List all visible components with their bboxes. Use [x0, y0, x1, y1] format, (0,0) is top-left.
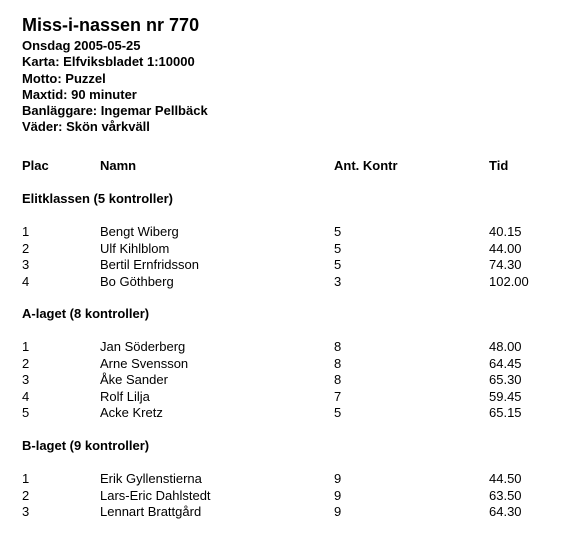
- cell-namn: Lars-Eric Dahlstedt: [100, 487, 211, 503]
- cell-namn: Arne Svensson: [100, 355, 189, 371]
- table-row: [0, 504, 562, 520]
- cell-plac: 1: [22, 339, 30, 354]
- cell-tid: 63.50: [489, 487, 522, 503]
- column-header-namn: Namn: [100, 158, 137, 173]
- table-row: [0, 405, 562, 421]
- cell-namn: Jan Söderberg: [100, 339, 186, 354]
- cell-tid: 65.30: [489, 372, 522, 387]
- cell-tid: 44.00: [489, 240, 522, 256]
- event-motto: Motto: Puzzel: [22, 70, 106, 86]
- cell-kontr: 5: [334, 257, 342, 272]
- cell-plac: 5: [22, 405, 30, 420]
- cell-plac: 1: [22, 471, 30, 486]
- table-row: [0, 274, 562, 290]
- table-row: [0, 224, 562, 240]
- cell-tid: 40.15: [489, 224, 522, 239]
- cell-kontr: 5: [334, 240, 342, 256]
- event-details: [22, 38, 208, 136]
- cell-tid: 48.00: [489, 339, 522, 354]
- cell-kontr: 8: [334, 339, 342, 354]
- cell-tid: 59.45: [489, 388, 522, 404]
- table-row: [0, 257, 562, 273]
- cell-tid: 102.00: [489, 273, 529, 289]
- cell-tid: 64.45: [489, 355, 522, 371]
- cell-plac: 1: [22, 224, 30, 239]
- table-row: [0, 356, 562, 372]
- cell-namn: Åke Sander: [100, 372, 168, 387]
- event-max-time: Maxtid: 90 minuter: [22, 86, 137, 102]
- cell-namn: Erik Gyllenstierna: [100, 471, 202, 486]
- cell-namn: Bertil Ernfridsson: [100, 257, 199, 272]
- cell-plac: 2: [22, 240, 30, 256]
- table-row: [0, 241, 562, 257]
- cell-namn: Acke Kretz: [100, 405, 163, 420]
- cell-kontr: 9: [334, 471, 342, 486]
- cell-plac: 3: [22, 257, 30, 272]
- table-row: [0, 471, 562, 487]
- cell-kontr: 5: [334, 224, 342, 239]
- cell-kontr: 8: [334, 372, 342, 387]
- cell-plac: 3: [22, 372, 30, 387]
- cell-kontr: 3: [334, 273, 342, 289]
- column-header-plac: Plac: [22, 158, 49, 173]
- cell-tid: 74.30: [489, 257, 522, 272]
- cell-namn: Lennart Brattgård: [100, 504, 202, 519]
- table-row: [0, 488, 562, 504]
- cell-plac: 2: [22, 487, 30, 503]
- cell-kontr: 5: [334, 405, 342, 420]
- table-header: [0, 158, 562, 174]
- cell-plac: 4: [22, 273, 30, 289]
- event-course-setter: Banläggare: Ingemar Pellbäck: [22, 103, 208, 119]
- page-title: Miss-i-nassen nr 770: [22, 15, 200, 35]
- cell-plac: 3: [22, 504, 30, 519]
- event-weather: Väder: Skön vårkväll: [22, 119, 150, 135]
- class-title: Elitklassen (5 kontroller): [22, 191, 173, 206]
- cell-namn: Rolf Lilja: [100, 388, 150, 404]
- cell-tid: 65.15: [489, 405, 522, 420]
- cell-tid: 64.30: [489, 504, 522, 519]
- cell-kontr: 9: [334, 487, 342, 503]
- table-row: [0, 339, 562, 355]
- column-header-tid: Tid: [489, 158, 509, 173]
- cell-plac: 4: [22, 388, 30, 404]
- class-title: A-laget (8 kontroller): [22, 306, 150, 321]
- cell-kontr: 8: [334, 355, 342, 371]
- column-header-kontr: Ant. Kontr: [334, 158, 398, 173]
- table-row: [0, 372, 562, 388]
- cell-kontr: 7: [334, 388, 342, 404]
- cell-namn: Ulf Kihlblom: [100, 240, 170, 256]
- cell-plac: 2: [22, 355, 30, 371]
- class-title: B-laget (9 kontroller): [22, 438, 150, 453]
- cell-tid: 44.50: [489, 471, 522, 486]
- event-date: Onsdag 2005-05-25: [22, 38, 141, 53]
- cell-namn: Bo Göthberg: [100, 273, 174, 289]
- table-row: [0, 389, 562, 405]
- cell-namn: Bengt Wiberg: [100, 224, 179, 239]
- event-map: Karta: Elfviksbladet 1:10000: [22, 54, 195, 70]
- cell-kontr: 9: [334, 504, 342, 519]
